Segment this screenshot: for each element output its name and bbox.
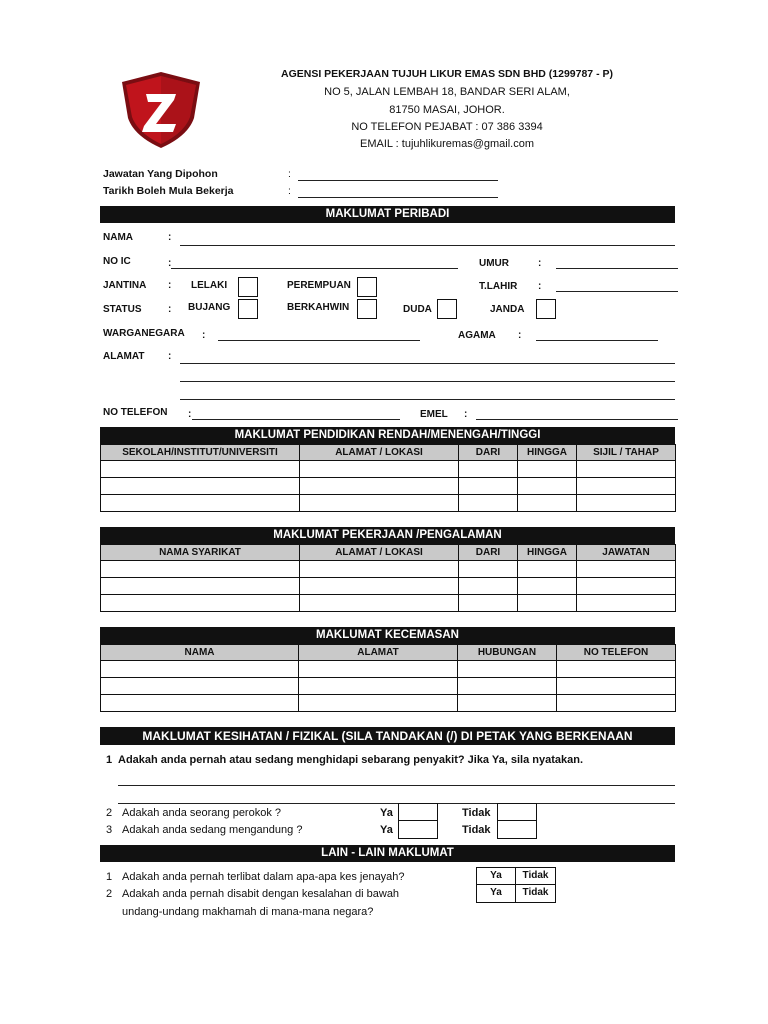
- health-q2-yes-box[interactable]: [398, 803, 438, 821]
- company-name: AGENSI PEKERJAAN TUJUH LIKUR EMAS SDN BHD (1299787 - P): [281, 68, 613, 80]
- table-cell[interactable]: [299, 678, 458, 695]
- table-cell[interactable]: [459, 561, 518, 578]
- emergency-col-relationship: HUBUNGAN: [458, 645, 557, 661]
- table-cell[interactable]: [101, 461, 300, 478]
- health-q2-text: Adakah anda seorang perokok ?: [122, 807, 282, 819]
- name-field[interactable]: [180, 245, 675, 246]
- education-header: MAKLUMAT PENDIDIKAN RENDAH/MENENGAH/TINGGI: [100, 427, 675, 444]
- table-cell[interactable]: [518, 578, 577, 595]
- table-cell[interactable]: [458, 695, 557, 712]
- table-cell[interactable]: [518, 478, 577, 495]
- health-q3-number: 3: [106, 824, 113, 836]
- phone-field[interactable]: [192, 419, 400, 420]
- table-cell[interactable]: [459, 478, 518, 495]
- table-cell[interactable]: [101, 595, 300, 612]
- ic-label: NO IC: [103, 256, 131, 267]
- company-phone: NO TELEFON PEJABAT : 07 386 3394: [351, 121, 543, 133]
- table-cell[interactable]: [577, 461, 676, 478]
- name-label: NAMA: [103, 232, 133, 243]
- personal-info-header: MAKLUMAT PERIBADI: [100, 206, 675, 223]
- table-cell[interactable]: [518, 595, 577, 612]
- health-q1-answer-line1[interactable]: [118, 785, 675, 786]
- table-row: [101, 461, 676, 478]
- employment-table: [100, 544, 676, 612]
- education-col-school: SEKOLAH/INSTITUT/UNIVERSITI: [101, 445, 300, 461]
- education-table: [100, 444, 676, 512]
- table-cell[interactable]: [101, 478, 300, 495]
- name-colon: :: [168, 232, 172, 243]
- table-row: [101, 495, 676, 512]
- citizenship-field[interactable]: [218, 340, 420, 341]
- table-cell[interactable]: [557, 695, 676, 712]
- email-colon: :: [464, 409, 468, 420]
- female-checkbox[interactable]: [357, 277, 377, 297]
- position-applied-colon: :: [288, 168, 291, 180]
- health-q1-number: 1: [106, 754, 113, 766]
- other-q2-text-line2: undang-undang makhamah di mana-mana negara?: [122, 906, 374, 918]
- table-cell[interactable]: [299, 695, 458, 712]
- widower-checkbox[interactable]: [437, 299, 457, 319]
- table-cell[interactable]: [459, 495, 518, 512]
- table-cell[interactable]: [101, 495, 300, 512]
- table-cell[interactable]: [300, 561, 459, 578]
- table-row: [101, 595, 676, 612]
- emergency-col-phone: NO TELEFON: [557, 645, 676, 661]
- single-checkbox[interactable]: [238, 299, 258, 319]
- table-cell[interactable]: [577, 561, 676, 578]
- ic-colon: :: [168, 258, 172, 269]
- religion-field[interactable]: [536, 340, 658, 341]
- table-row: [101, 578, 676, 595]
- married-checkbox[interactable]: [357, 299, 377, 319]
- other-q2-text-line1: Adakah anda pernah disabit dengan kesalahan di bawah: [122, 888, 400, 900]
- table-cell[interactable]: [459, 461, 518, 478]
- widower-label: DUDA: [403, 304, 432, 315]
- table-row: [101, 561, 676, 578]
- health-q3-yes-label: Ya: [380, 824, 393, 836]
- table-row: [101, 678, 676, 695]
- emergency-table: [100, 644, 676, 712]
- table-cell[interactable]: [299, 661, 458, 678]
- female-label: PEREMPUAN: [287, 280, 351, 291]
- other-q2-number: 2: [106, 888, 113, 900]
- other-q1-yes-box[interactable]: Ya: [476, 867, 516, 885]
- table-cell[interactable]: [577, 578, 676, 595]
- table-cell[interactable]: [557, 678, 676, 695]
- table-cell[interactable]: [518, 461, 577, 478]
- start-date-label: Tarikh Boleh Mula Bekerja: [103, 185, 234, 197]
- gender-label: JANTINA: [103, 280, 147, 291]
- table-cell[interactable]: [577, 495, 676, 512]
- dob-colon: :: [538, 281, 542, 292]
- table-cell[interactable]: [300, 595, 459, 612]
- employment-col-position: JAWATAN: [577, 545, 676, 561]
- status-label: STATUS: [103, 304, 142, 315]
- health-q2-number: 2: [106, 807, 113, 819]
- table-cell[interactable]: [577, 478, 676, 495]
- citizenship-colon: :: [202, 330, 206, 341]
- address-colon: :: [168, 351, 172, 362]
- table-row: [101, 478, 676, 495]
- education-col-to: HINGGA: [518, 445, 577, 461]
- age-label: UMUR: [479, 258, 509, 269]
- table-cell[interactable]: [458, 678, 557, 695]
- company-email: EMAIL : tujuhlikuremas@gmail.com: [360, 138, 534, 150]
- table-cell[interactable]: [101, 561, 300, 578]
- health-q3-no-box[interactable]: [497, 820, 537, 839]
- emergency-header: MAKLUMAT KECEMASAN: [100, 627, 675, 644]
- phone-colon: :: [188, 409, 192, 420]
- male-label: LELAKI: [191, 280, 228, 291]
- address-field-line1[interactable]: [180, 363, 675, 364]
- email-label: EMEL: [420, 409, 448, 420]
- company-address-line2: 81750 MASAI, JOHOR.: [389, 104, 505, 116]
- address-field-line2[interactable]: [180, 381, 675, 382]
- other-info-header: LAIN - LAIN MAKLUMAT: [100, 845, 675, 862]
- position-applied-field[interactable]: [298, 180, 498, 181]
- employment-col-company: NAMA SYARIKAT: [101, 545, 300, 561]
- health-q3-no-label: Tidak: [462, 824, 491, 836]
- widow-label: JANDA: [490, 304, 525, 315]
- table-cell[interactable]: [101, 695, 299, 712]
- table-cell[interactable]: [518, 495, 577, 512]
- single-label: BUJANG: [188, 302, 231, 313]
- start-date-colon: :: [288, 185, 291, 197]
- citizenship-label: WARGANEGARA: [103, 328, 185, 339]
- status-colon: :: [168, 304, 172, 315]
- table-cell[interactable]: [458, 661, 557, 678]
- table-cell[interactable]: [577, 595, 676, 612]
- table-cell[interactable]: [300, 461, 459, 478]
- health-q2-yes-label: Ya: [380, 807, 393, 819]
- health-q1-text: Adakah anda pernah atau sedang menghidapi sebarang penyakit? Jika Ya, sila nyatakan.: [118, 754, 584, 766]
- employment-col-address: ALAMAT / LOKASI: [300, 545, 459, 561]
- other-q2-yes-box[interactable]: Ya: [476, 884, 516, 903]
- widow-checkbox[interactable]: [536, 299, 556, 319]
- age-field[interactable]: [556, 268, 678, 269]
- table-cell[interactable]: [459, 578, 518, 595]
- table-cell[interactable]: [557, 661, 676, 678]
- company-address-line1: NO 5, JALAN LEMBAH 18, BANDAR SERI ALAM,: [324, 86, 570, 98]
- table-cell[interactable]: [518, 561, 577, 578]
- other-q1-text: Adakah anda pernah terlibat dalam apa-apa kes jenayah?: [122, 871, 405, 883]
- health-q3-yes-box[interactable]: [398, 820, 438, 839]
- education-col-from: DARI: [459, 445, 518, 461]
- gender-colon: :: [168, 280, 172, 291]
- religion-colon: :: [518, 330, 522, 341]
- health-header: MAKLUMAT KESIHATAN / FIZIKAL (SILA TANDAKAN (/) DI PETAK YANG BERKENAAN: [100, 727, 675, 745]
- other-q2-no-box[interactable]: Tidak: [515, 884, 556, 903]
- table-cell[interactable]: [459, 595, 518, 612]
- start-date-field[interactable]: [298, 197, 498, 198]
- employment-header: MAKLUMAT PEKERJAAN /PENGALAMAN: [100, 527, 675, 544]
- health-q2-no-label: Tidak: [462, 807, 491, 819]
- position-applied-label: Jawatan Yang Dipohon: [103, 168, 218, 180]
- age-colon: :: [538, 258, 542, 269]
- employment-col-to: HINGGA: [518, 545, 577, 561]
- table-cell[interactable]: [101, 678, 299, 695]
- table-cell[interactable]: [300, 578, 459, 595]
- table-row: [101, 661, 676, 678]
- other-q1-no-box[interactable]: Tidak: [515, 867, 556, 885]
- dob-field[interactable]: [556, 291, 678, 292]
- health-q1-answer-line2[interactable]: [118, 803, 675, 804]
- table-cell[interactable]: [101, 578, 300, 595]
- employment-col-from: DARI: [459, 545, 518, 561]
- education-col-certificate: SIJIL / TAHAP: [577, 445, 676, 461]
- education-col-address: ALAMAT / LOKASI: [300, 445, 459, 461]
- ic-field[interactable]: [171, 268, 458, 269]
- table-cell[interactable]: [300, 478, 459, 495]
- table-row: [101, 695, 676, 712]
- emergency-col-address: ALAMAT: [299, 645, 458, 661]
- married-label: BERKAHWIN: [287, 302, 350, 313]
- health-q3-text: Adakah anda sedang mengandung ?: [122, 824, 303, 836]
- phone-label: NO TELEFON: [103, 407, 168, 418]
- emergency-col-name: NAMA: [101, 645, 299, 661]
- male-checkbox[interactable]: [238, 277, 258, 297]
- table-cell[interactable]: [101, 661, 299, 678]
- company-logo: [118, 70, 204, 150]
- table-cell[interactable]: [300, 495, 459, 512]
- address-field-line3[interactable]: [180, 399, 675, 400]
- email-field[interactable]: [476, 419, 678, 420]
- dob-label: T.LAHIR: [479, 281, 518, 292]
- religion-label: AGAMA: [458, 330, 496, 341]
- other-q1-number: 1: [106, 871, 113, 883]
- health-q2-no-box[interactable]: [497, 803, 537, 821]
- address-label: ALAMAT: [103, 351, 145, 362]
